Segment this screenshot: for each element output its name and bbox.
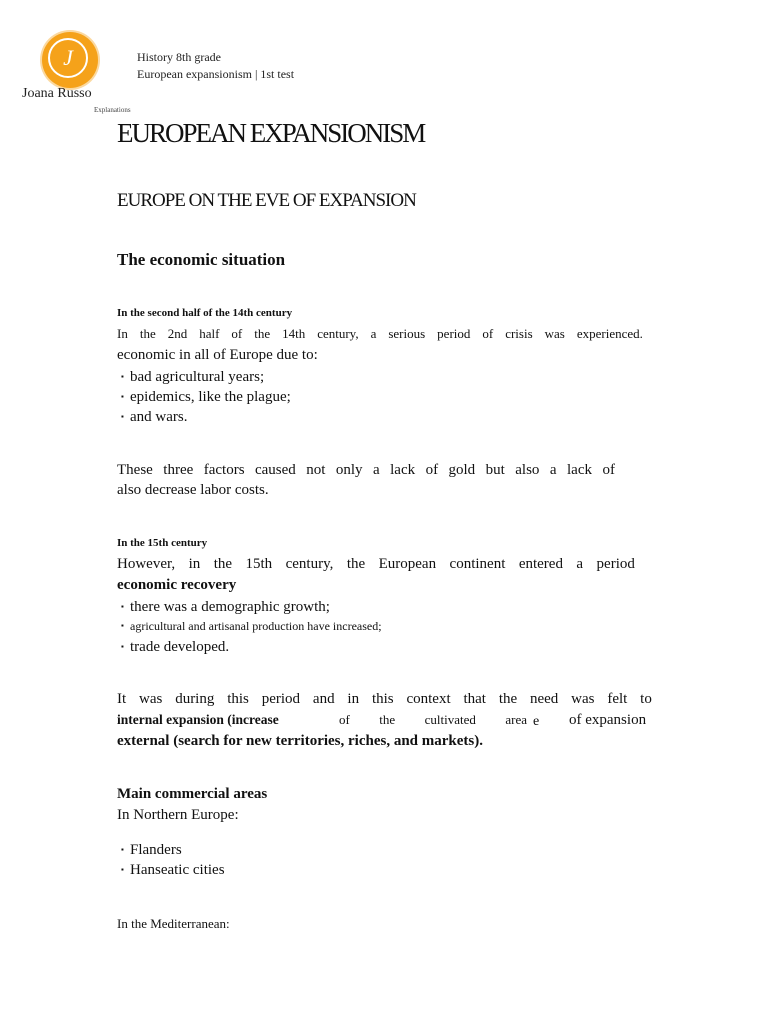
logo-subtitle: Explanations [94,106,131,114]
paragraph-15th-line1 [117,556,635,573]
list-item: ▪ there was a demographic growth; [117,597,382,617]
word: century, [317,326,359,341]
word: the [346,556,366,572]
word: of [602,462,615,478]
paragraph-expansion-line1 [117,691,652,708]
word: that [463,691,486,707]
section-heading-economic-situation: The economic situation [117,250,286,269]
word: also [515,462,540,478]
word: lack [390,462,416,478]
word: 15th [245,556,273,572]
word: was [571,691,595,707]
label-mediterranean: In the Mediterranean: [117,916,230,931]
section-heading-commercial-areas: Main commercial areas [117,786,268,802]
word: a [370,326,377,341]
expansion-line2-end: of expansion [569,712,647,728]
word: in [188,556,201,572]
header-test: European expansionism | 1st test [137,67,295,81]
word: a [549,462,557,478]
expansion-internal-bold: internal expansion (increase [117,712,279,727]
expansion-line2-words [339,712,527,728]
word: the [379,712,396,727]
word: the [139,326,156,341]
word: and [312,691,335,707]
header-course: History 8th grade [137,50,221,64]
word: 14th [282,326,306,341]
list-item: ▪ Flanders [117,840,225,860]
word: to [640,691,652,707]
paragraph-14th-line1 [117,326,643,342]
subheading-15th-century: In the 15th century [117,537,208,549]
word: period [437,326,471,341]
word: the [213,556,233,572]
word: need [529,691,559,707]
word: context [406,691,451,707]
subheading-14th-century: In the second half of the 14th century [117,307,293,319]
word: was [139,691,163,707]
list-item: ▪ agricultural and artisanal production have increased; [117,617,382,637]
word: continent [449,556,506,572]
word: a [373,462,380,478]
causes-list [117,367,291,427]
word: area [505,712,527,727]
word: crisis [505,326,533,341]
word: period [596,556,635,572]
list-item: ▪ and wars. [117,407,291,427]
list-item: ▪ bad agricultural years; [117,367,291,387]
word: gold [448,462,476,478]
expansion-e: e [533,714,540,729]
logo-badge-icon [42,32,98,88]
word: a [576,556,584,572]
word: of [425,462,439,478]
word: of [231,326,243,341]
northern-areas-list [117,840,225,880]
word: period [261,691,301,707]
list-item: ▪ Hanseatic cities [117,860,225,880]
word: entered [518,556,563,572]
word: In [117,326,128,341]
list-item: ▪ epidemics, like the plague; [117,387,291,407]
word: century, [285,556,334,572]
word: factors [203,462,245,478]
logo-letter: J [48,38,88,78]
paragraph-consequences-line2: also decrease labor costs. [117,482,269,498]
page-title: EUROPEAN EXPANSIONISM [117,118,425,148]
word: in [347,691,360,707]
recovery-list [117,597,382,657]
word: caused [254,462,296,478]
word: this [371,691,394,707]
word: lack [567,462,592,478]
word: was [544,326,565,341]
paragraph-expansion-line2 [117,712,658,732]
paragraph-expansion-line3: external (search for new territories, riches, and markets). [117,733,484,749]
word: felt [607,691,628,707]
word: three [163,462,194,478]
word: only [335,462,363,478]
word: half [199,326,220,341]
label-northern-europe: In Northern Europe: [117,807,239,823]
word: It [117,691,127,707]
paragraph-consequences-line1 [117,462,615,479]
list-item: ▪ trade developed. [117,637,382,657]
paragraph-14th-line2: economic in all of Europe due to: [117,347,318,363]
word: this [227,691,249,707]
word: of [482,326,494,341]
word: European [378,556,437,572]
word: not [306,462,326,478]
word: the [254,326,271,341]
word: of [339,712,350,727]
word: 2nd [167,326,188,341]
word: serious [388,326,426,341]
page-subtitle: EUROPE ON THE EVE OF EXPANSION [117,190,416,211]
word: cultivated [424,712,476,727]
logo [22,28,131,118]
word: However, [117,556,176,572]
word: the [498,691,518,707]
logo-name: Joana Russo [22,86,92,101]
word: experienced. [576,326,643,341]
word: These [117,462,153,478]
paragraph-15th-line2: economic recovery [117,577,237,593]
word: during [175,691,215,707]
word: but [485,462,505,478]
